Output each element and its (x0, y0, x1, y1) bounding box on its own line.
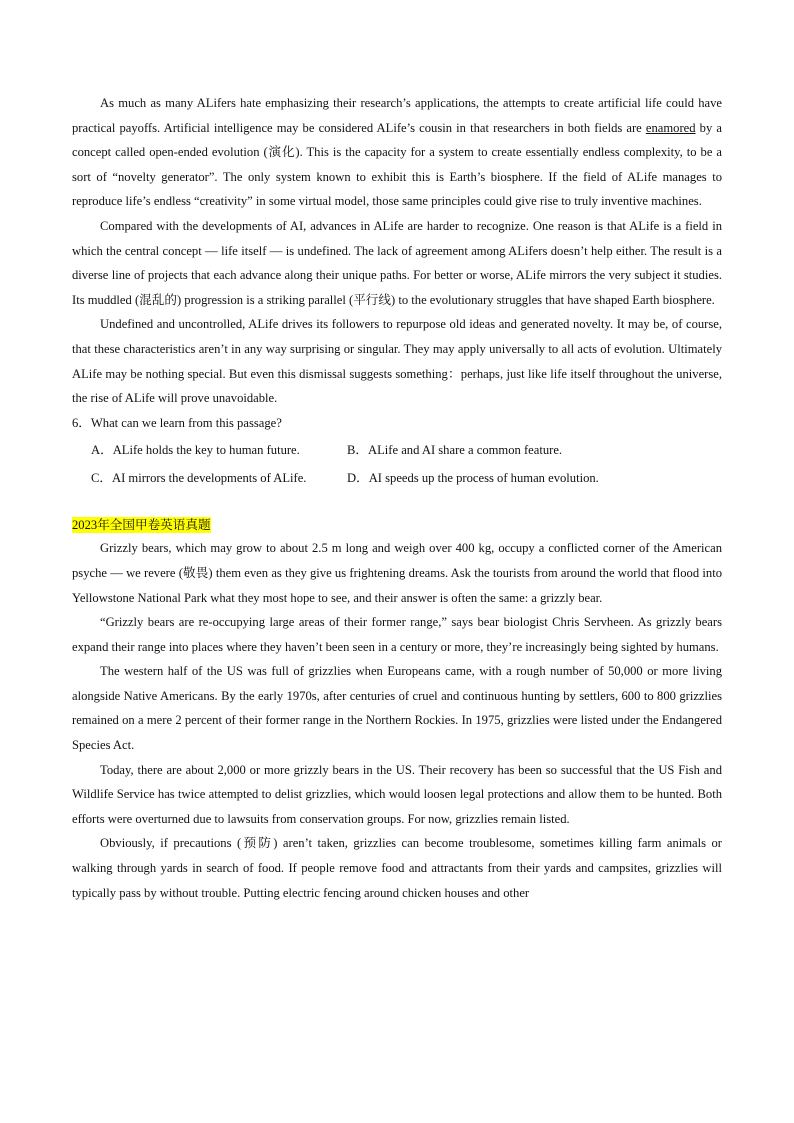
alife-paragraph-1-end: by a concept called open-ended evolution (演化). This is the capacity for a system to create essentially endless complexity, to be a sort of “novelty generator”. The only system known to exhibit this is Earth’s biosphere. If the field of ALife manages to reproduce life’s endless “creativity” in some virtual model, those same principles could give rise to truly inventive machines. (72, 120, 722, 209)
options-row-2 (72, 464, 722, 492)
option-d: D．AI speeds up the process of human evolution. (347, 471, 599, 486)
question-stem: 6．What can we learn from this passage? (72, 415, 282, 430)
alife-paragraph-1-start: As much as many ALifers hate emphasizing their research’s applications, the attempts to create artificial life could have practical payoffs. Artificial intelligence may be considered ALife’s cousin in that researchers in both fields are (72, 96, 722, 135)
document-page (72, 91, 722, 905)
grizzly-paragraph-3: The western half of the US was full of grizzlies when Europeans came, with a rough number of 50,000 or more living alongside Native Americans. By the early 1970s, after centuries of cruel and continuous hunting by settlers, 600 to 800 grizzlies remained on a mere 2 percent of their former range in the Northern Rockies. In 1975, grizzlies were listed under the Endangered Species Act. (72, 664, 722, 753)
alife-paragraph-1 (72, 91, 722, 214)
grizzly-paragraph-2: “Grizzly bears are re-occupying large areas of their former range,” says bear biologist Chris Servheen. As grizzly bears expand their range into places where they haven’t been seen in a century or more, they’re increasingly being sighted by humans. (72, 615, 722, 654)
option-c: C．AI mirrors the developments of ALife. (91, 471, 307, 486)
grizzly-paragraph-5: Obviously, if precautions (预防) aren’t taken, grizzlies can become troublesome, sometimes killing farm animals or walking through yards in search of food. If people remove food and attractants from their yards and campsites, grizzlies will typically pass by without trouble. Putting electric fencing around chicken houses and other (72, 836, 722, 900)
alife-paragraph-2: Compared with the developments of AI, advances in ALife are harder to recognize. One reason is that ALife is a field in which the central concept — life itself — is undefined. The lack of agreement among ALifers doesn’t help either. The result is a diverse line of projects that each advance along their unique paths. For better or worse, ALife mirrors the very subject it studies. Its muddled (混乱的) progression is a striking parallel (平行线) to the evolutionary struggles that have shaped Earth biosphere. (72, 218, 722, 307)
grizzly-paragraph-4: Today, there are about 2,000 or more grizzly bears in the US. Their recovery has been so successful that the US Fish and Wildlife Service has twice attempted to delist grizzlies, which would loosen legal protections and allow them to be hunted. Both efforts were overturned due to lawsuits from conservation groups. For now, grizzlies remain listed. (72, 762, 722, 826)
underlined-word: enamored (645, 120, 696, 135)
option-a: A．ALife holds the key to human future. (91, 443, 300, 458)
option-b: B．ALife and AI share a common feature. (347, 443, 563, 458)
alife-paragraph-3: Undefined and uncontrolled, ALife drives its followers to repurpose old ideas and generated novelty. It may be, of course, that these characteristics aren’t in any way surprising or singular. They may apply universally to all acts of evolution. Ultimately ALife may be nothing special. But even this dismissal suggests something：perhaps, just like life itself throughout the universe, the rise of ALife will prove unavoidable. (72, 317, 722, 406)
section-title: 2023年全国甲卷英语真题 (72, 518, 211, 533)
grizzly-paragraph-1: Grizzly bears, which may grow to about 2.5 m long and weigh over 400 kg, occupy a conflicted corner of the American psyche — we revere (敬畏) them even as they give us frightening dreams. Ask the tourists from around the world that flood into Yellowstone National Park what they most hope to see, and their answer is often the same: a grizzly bear. (72, 541, 722, 605)
options-row-1 (72, 436, 722, 464)
